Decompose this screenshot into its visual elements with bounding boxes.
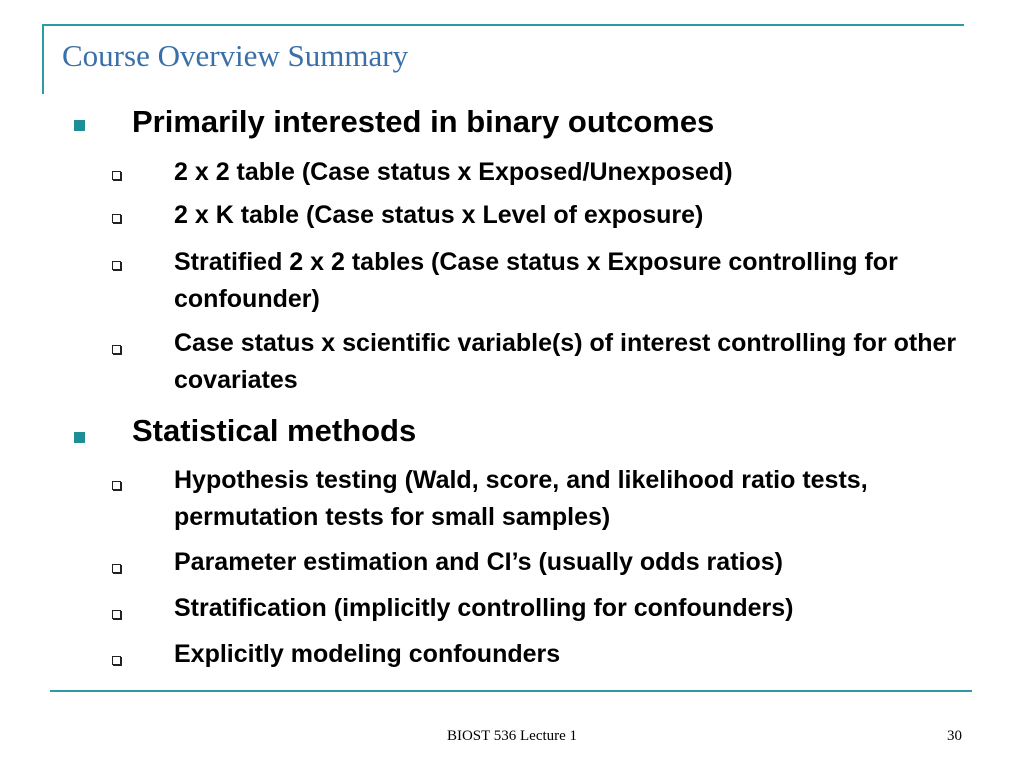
list-item-2xk-table: 2 x K table (Case status x Level of exposure) xyxy=(174,201,704,229)
section-heading-binary-outcomes: Primarily interested in binary outcomes xyxy=(132,104,715,139)
section-heading-statistical-methods: Statistical methods xyxy=(132,413,417,448)
list-item-hypothesis-testing: Hypothesis testing (Wald, score, and likelihood ratio tests, permutation tests for small samples) xyxy=(174,466,868,531)
hollow-square-bullet-icon xyxy=(112,481,121,490)
list-item-modeling-confounders: Explicitly modeling confounders xyxy=(174,640,561,668)
footer-page-number: 30 xyxy=(947,728,962,744)
list-item-stratification: Stratification (implicitly controlling for confounders) xyxy=(174,594,794,622)
footer-rule xyxy=(50,690,972,692)
slide-title: Course Overview Summary xyxy=(62,38,409,73)
list-item-2x2-table: 2 x 2 table (Case status x Exposed/Unexposed) xyxy=(174,158,733,186)
hollow-square-bullet-icon xyxy=(112,345,121,354)
hollow-square-bullet-icon xyxy=(112,261,121,270)
footer-course-label: BIOST 536 Lecture 1 xyxy=(446,728,578,744)
hollow-square-bullet-icon xyxy=(112,564,121,573)
list-item-parameter-estimation: Parameter estimation and CI’s (usually odds ratios) xyxy=(174,548,783,576)
hollow-square-bullet-icon xyxy=(112,171,121,180)
hollow-square-bullet-icon xyxy=(112,656,121,665)
list-item-case-status-covariates: Case status x scientific variable(s) of interest controlling for other covariates xyxy=(174,329,957,394)
list-item-stratified-tables: Stratified 2 x 2 tables (Case status x Exposure controlling for confounder) xyxy=(174,248,898,313)
square-bullet-icon xyxy=(74,120,85,131)
hollow-square-bullet-icon xyxy=(112,610,121,619)
hollow-square-bullet-icon xyxy=(112,214,121,223)
square-bullet-icon xyxy=(74,432,85,443)
